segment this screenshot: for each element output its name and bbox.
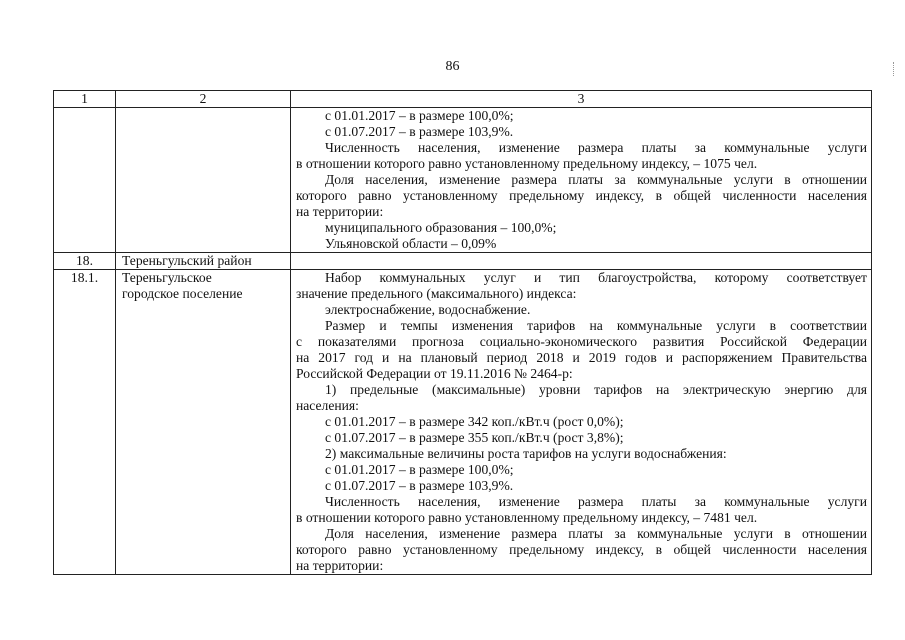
text-line: с 01.07.2017 – в размере 103,9%. (325, 124, 514, 139)
row-number-cell: 18. (54, 253, 116, 270)
row-number-cell (54, 108, 116, 253)
page-number: 86 (445, 59, 460, 74)
text-line: с 01.07.2017 – в размере 355 коп./кВт.ч (рост 3,8%); (325, 430, 624, 445)
row-number-cell: 18.1. (54, 270, 116, 575)
text-line: электроснабжение, водоснабжение. (325, 302, 531, 317)
row-name-cell: Тереньгульский район (116, 253, 291, 270)
scan-margin-marks (893, 62, 897, 76)
text-line: 2) максимальные величины роста тарифов на услуги водоснабжения: (325, 446, 727, 461)
text-line: населения: (296, 398, 359, 413)
text-line: на территории: (296, 204, 384, 219)
text-line: с 01.01.2017 – в размере 100,0%; (325, 108, 514, 123)
table-row-18 (54, 253, 872, 270)
text-line: муниципального образования – 100,0%; (325, 220, 557, 235)
text-line: которого равно установленному предельному индексу, в общей численности населения (296, 188, 867, 203)
row-text-cell (291, 253, 872, 270)
text-line: на территории: (296, 558, 384, 573)
text-line: Набор коммунальных услуг и тип благоустройства, которому соответствует (325, 270, 867, 285)
row-text-cell (291, 108, 872, 253)
text-line: 1) предельные (максимальные) уровни тарифов на электрическую энергию для (325, 382, 867, 397)
table-header-row (54, 91, 872, 108)
text-line: с 01.01.2017 – в размере 100,0%; (325, 462, 514, 477)
document-table (53, 90, 872, 575)
header-col-2: 2 (116, 91, 291, 108)
table-row-18-1 (54, 270, 872, 575)
text-line: с 01.01.2017 – в размере 342 коп./кВт.ч (рост 0,0%); (325, 414, 624, 429)
text-line: Размер и темпы изменения тарифов на коммунальные услуги в соответствии (325, 318, 867, 333)
text-line: которого равно установленному предельному индексу, в общей численности населения (296, 542, 867, 557)
row-name-cell (116, 108, 291, 253)
text-line: Численность населения, изменение размера платы за коммунальные услуги (325, 140, 867, 155)
text-line: Доля населения, изменение размера платы за коммунальные услуги в отношении (325, 172, 867, 187)
text-line: Российской Федерации от 19.11.2016 № 2464-р: (296, 366, 573, 381)
text-line: значение предельного (максимального) индекса: (296, 286, 577, 301)
text-line: Численность населения, изменение размера платы за коммунальные услуги (325, 494, 867, 509)
text-line: в отношении которого равно установленному предельному индексу, – 1075 чел. (296, 156, 758, 171)
text-line: на 2017 год и на плановый период 2018 и 2019 годов и распоряжением Правительства (296, 350, 867, 365)
text-line: с показателями прогноза социально-экономического развития Российской Федерации (296, 334, 867, 349)
table-row-continuation (54, 108, 872, 253)
row-name-cell (116, 270, 291, 575)
text-line: Доля населения, изменение размера платы за коммунальные услуги в отношении (325, 526, 867, 541)
name-line: городское поселение (122, 286, 243, 301)
row-text-cell (291, 270, 872, 575)
text-line: Ульяновской области – 0,09% (325, 236, 497, 251)
header-col-3: 3 (291, 91, 872, 108)
header-col-1: 1 (54, 91, 116, 108)
text-line: с 01.07.2017 – в размере 103,9%. (325, 478, 514, 493)
text-line: в отношении которого равно установленному предельному индексу, – 7481 чел. (296, 510, 758, 525)
name-line: Тереньгульское (122, 270, 212, 285)
